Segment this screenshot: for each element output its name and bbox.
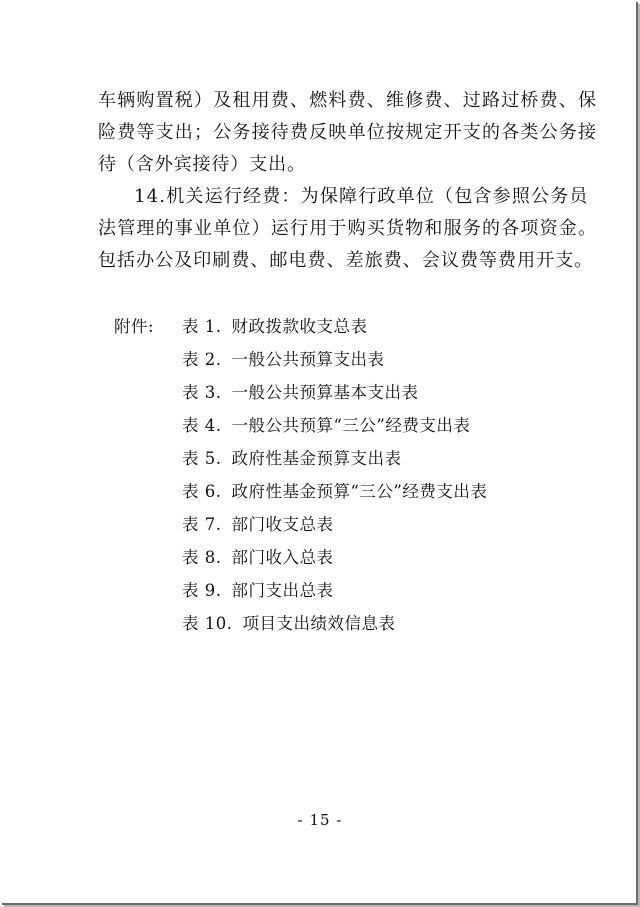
body-text-line: 14.机关运行经费：为保障行政单位（包含参照公务员 [134, 186, 589, 207]
attachment-number: 表 3. [182, 383, 222, 402]
attachment-item [182, 316, 368, 338]
attachment-title: 部门收支总表 [231, 515, 334, 534]
attachment-item [182, 415, 470, 437]
attachment-title: 项目支出绩效信息表 [242, 614, 396, 633]
page-number: - 15 - [297, 811, 343, 829]
attachment-title: 一般公共预算基本支出表 [231, 383, 419, 402]
attachment-title: 一般公共预算“三公”经费支出表 [231, 416, 471, 435]
body-text-line: 法管理的事业单位）运行用于购买货物和服务的各项资金。 [98, 218, 598, 239]
body-text-line: 险费等支出；公务接待费反映单位按规定开支的各类公务接 [98, 122, 598, 143]
body-text-line: 待（含外宾接待）支出。 [98, 154, 306, 175]
attachment-item [182, 349, 385, 371]
attachment-title: 部门收入总表 [231, 548, 334, 567]
attachment-item [182, 382, 419, 404]
attachment-number: 表 5. [182, 449, 222, 468]
attachment-item [182, 448, 402, 470]
attachment-number: 表 2. [182, 350, 222, 369]
body-text-line: 包括办公及印刷费、邮电费、差旅费、会议费等费用开支。 [98, 250, 594, 271]
attachment-title: 部门支出总表 [231, 581, 334, 600]
attachment-number: 表 6. [182, 482, 222, 501]
attachments-label: 附件: [114, 317, 155, 336]
attachment-item [182, 613, 396, 635]
attachment-number: 表 7. [182, 515, 222, 534]
attachment-title: 一般公共预算支出表 [231, 350, 385, 369]
attachment-number: 表 9. [182, 581, 222, 600]
attachment-item [182, 547, 334, 569]
attachment-title: 政府性基金预算“三公”经费支出表 [231, 482, 488, 501]
document-page [2, 2, 638, 905]
attachment-title: 政府性基金预算支出表 [231, 449, 402, 468]
attachment-item [182, 580, 334, 602]
attachment-item [182, 481, 487, 503]
body-text-line: 车辆购置税）及租用费、燃料费、维修费、过路过桥费、保 [98, 90, 598, 111]
attachment-title: 财政拨款收支总表 [231, 317, 368, 336]
attachment-number: 表 8. [182, 548, 222, 567]
attachment-number: 表 4. [182, 416, 222, 435]
attachment-number: 表 10. [182, 614, 233, 633]
attachment-number: 表 1. [182, 317, 222, 336]
attachment-item [182, 514, 334, 536]
